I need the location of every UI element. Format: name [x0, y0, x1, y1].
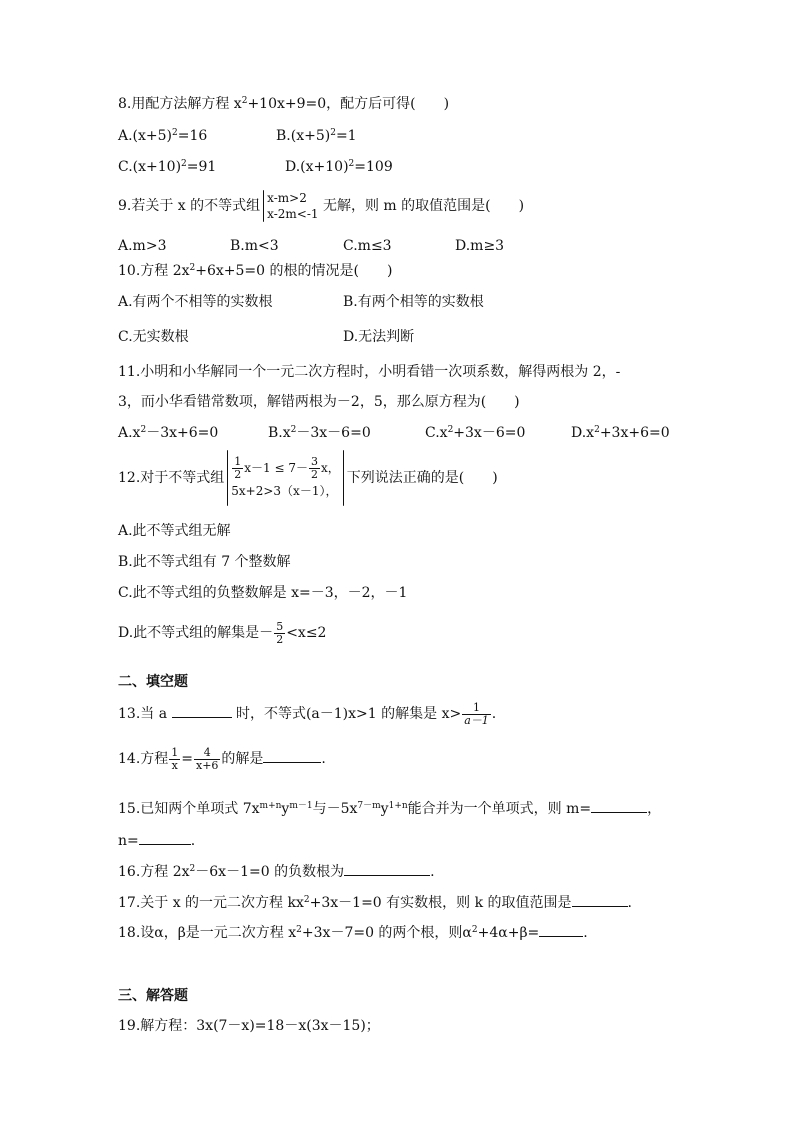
q12-option-a: A.此不等式组无解 [118, 523, 231, 539]
section-heading-answer: 三、解答题 [118, 988, 188, 1004]
q10-option-d: D.无法判断 [343, 329, 415, 345]
question-14: 14.方程 $\frac{1}{x}$ = $\frac{4}{x+6}$ 的解是 . [118, 745, 326, 772]
question-11-line-1: 11.小明和小华解同一个一元二次方程时，小明看错一次项系数，解得两根为 2，- [118, 364, 621, 380]
left-brace-icon [227, 450, 228, 506]
q9-option-c: C.m≤3 [343, 238, 392, 254]
question-12 [118, 449, 498, 507]
q8-exp: 2 [241, 96, 248, 106]
answer-blank-m[interactable] [591, 798, 647, 813]
q12-option-d: D.此不等式组的解集是－ $\frac{5}{2}$ <x≤2 [118, 619, 327, 646]
q9-option-d: D.m≥3 [455, 238, 505, 254]
q12-text-end: 下列说法正确的是( ) [346, 470, 498, 486]
question-8 [118, 95, 449, 113]
question-11-line-2: 3，而小华看错常数项，解错两根为－2，5，那么原方程为( ) [118, 394, 520, 410]
q9-text-end: 无解，则 m 的取值范围是( ) [322, 198, 525, 214]
answer-blank[interactable] [172, 703, 232, 718]
answer-blank[interactable] [572, 892, 628, 907]
left-brace-icon [263, 190, 264, 222]
answer-blank[interactable] [263, 748, 321, 763]
q8-text-end: +10x+9=0，配方后可得( ) [247, 96, 450, 112]
q11-option-b: $B.x^2-3x-6=0$ [268, 425, 371, 441]
answer-blank[interactable] [539, 922, 583, 937]
question-15-line-2: n= . [118, 830, 195, 850]
q11-option-d: $D.x^2+3x+6=0$ [571, 425, 670, 441]
question-10: 10.方程 $2x^2+6x+5=0$ 的根的情况是( ) [118, 263, 393, 279]
q8-option-c: $C.(x+10)^2=91$ [118, 159, 217, 175]
q9-option-a: A.m>3 [118, 238, 167, 254]
q10-option-c: C.无实数根 [118, 329, 189, 345]
q8-option-d: $D.(x+10)^2=109$ [285, 159, 393, 175]
answer-blank-n[interactable] [139, 830, 191, 845]
q11-option-c: $C.x^2+3x-6=0$ [425, 425, 526, 441]
question-13: 13.当 a 时，不等式(a－1)x>1 的解集是 x> $\frac{1}{a-1}$ . [118, 700, 497, 727]
question-16: 16.方程 $2x^2-6x-1=0$ 的负数根为 . [118, 861, 435, 881]
q10-option-a: A.有两个不相等的实数根 [118, 294, 273, 310]
question-15-line-1: 15.已知两个单项式 $7x^{m+n}y^{m-1}$与$-5x^{7-m}y^{1+n}$能合并为一个单项式，则 m= ， [118, 798, 661, 818]
q12-option-c: C.此不等式组的负整数解是 x=－3，－2，－1 [118, 585, 408, 601]
q12-option-b: B.此不等式组有 7 个整数解 [118, 554, 291, 570]
q8-option-a: $A.(x+5)^2=16$ [118, 128, 208, 144]
q9-option-b: B.m<3 [230, 238, 279, 254]
q8-text: 8.用配方法解方程 x [118, 96, 242, 112]
question-9 [118, 188, 524, 224]
q9-text: 9.若关于 x 的不等式组 [118, 198, 261, 214]
question-19: 19.解方程：3x(7－x)=18－x(3x－15)； [118, 1018, 380, 1034]
q12-text: 12.对于不等式组 [118, 470, 225, 486]
q12-inequality-system: $\frac{1}{2}$ x－1 ≤ 7－ $\frac{3}{2}$ x， 5x+2>3（x－1）， [231, 454, 340, 498]
q9-inequality-system: x-m>2 x-2m<-1 [267, 191, 319, 221]
question-18: 18.设α，β是一元二次方程 $x^2+3x-7=0$ 的两个根，则$\alpha^2+4\alpha+\beta=$ . [118, 922, 588, 942]
q10-option-b: B.有两个相等的实数根 [343, 294, 484, 310]
q11-option-a: $A.x^2-3x+6=0$ [118, 425, 219, 441]
answer-blank[interactable] [344, 861, 430, 876]
right-brace-icon [343, 450, 344, 506]
q8-option-b: $B.(x+5)^2=1$ [276, 128, 357, 144]
question-17: 17.关于 x 的一元二次方程 $kx^2+3x-1=0$ 有实数根，则 k 的取值范围是 . [118, 892, 632, 912]
section-heading-fill-blank: 二、填空题 [118, 674, 188, 690]
